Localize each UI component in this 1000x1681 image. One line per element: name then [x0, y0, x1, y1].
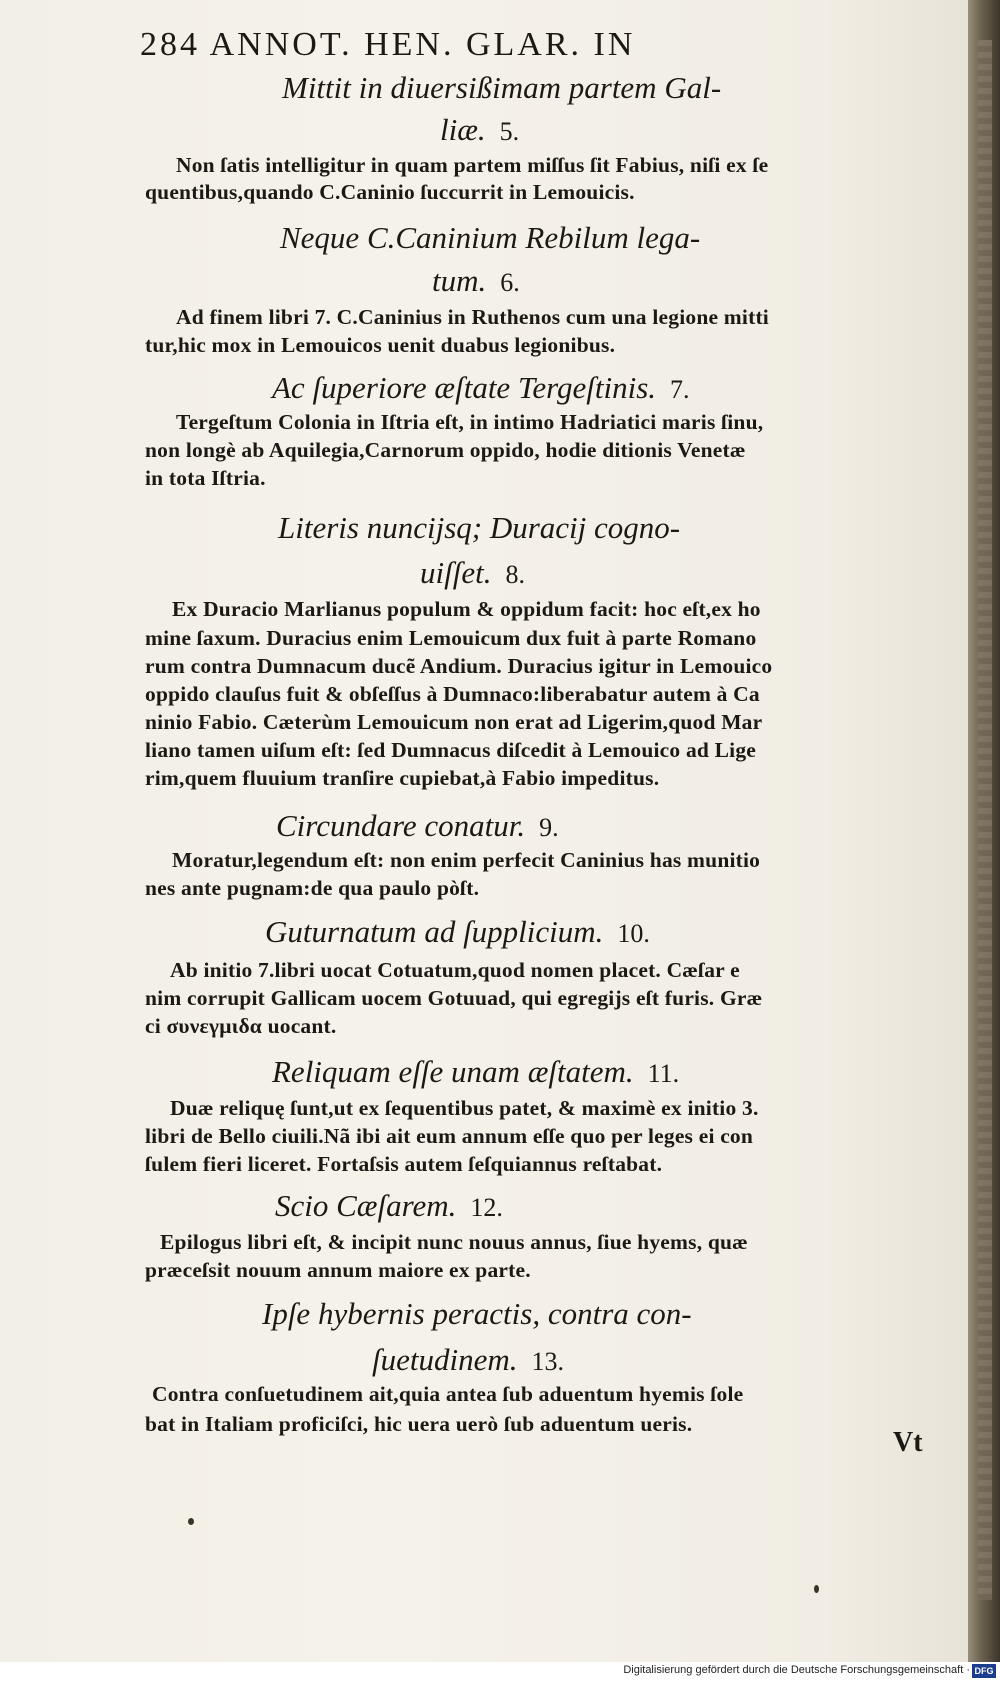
footer-credit: Digitalisierung gefördert durch die Deutsche Forschungsgemeinschaft ·: [623, 1664, 970, 1676]
section-heading: Reliquam eſſe unam æſtatem. 11.: [272, 1054, 680, 1089]
section-heading: Mittit in diuersißimam partem Gal-: [282, 70, 722, 105]
section-number: 5.: [499, 117, 520, 146]
section-heading: Literis nuncijsq; Duracij cogno-: [278, 510, 681, 545]
text-line: in tota Iſtria.: [145, 466, 266, 490]
text-line: bat in Italiam proficiſci, hic uera uerò ſub aduentum ueris.: [145, 1412, 693, 1436]
section-heading: Guturnatum ad ſupplicium. 10.: [265, 914, 650, 949]
text-line: tur,hic mox in Lemouicos uenit duabus legionibus.: [145, 333, 616, 357]
ink-speck: [188, 1518, 194, 1525]
text-line: præceſsit nouum annum maiore ex parte.: [145, 1258, 531, 1282]
section-number: 8.: [505, 560, 525, 589]
text-line: mine ſaxum. Duracius enim Lemouicum dux fuit à parte Romano: [145, 626, 757, 650]
text-line: Ab initio 7.libri uocat Cotuatum,quod nomen placet. Cæſar e: [170, 958, 740, 982]
text-line: non longè ab Aquilegia,Carnorum oppido, hodie ditionis Venetæ: [145, 438, 746, 462]
text-line: Epilogus libri eſt, & incipit nunc nouus annus, ſiue hyems, quæ: [160, 1230, 748, 1254]
binding-edge: [978, 40, 992, 1600]
text-line: ci συνεγμιδα uocant.: [145, 1014, 337, 1038]
text-line: Tergeſtum Colonia in Iſtria eſt, in intimo Hadriatici maris ſinu,: [176, 410, 764, 434]
section-number: 10.: [617, 919, 650, 948]
section-heading: Ipſe hybernis peractis, contra con-: [262, 1296, 692, 1331]
section-number: 9.: [539, 813, 559, 842]
text-line: Non ſatis intelligitur in quam partem miſſus ſit Fabius, niſi ex ſe: [176, 153, 769, 177]
text-line: nes ante pugnam:de qua paulo pòſt.: [145, 876, 480, 900]
section-heading: tum. 6.: [432, 263, 520, 298]
section-heading: ſuetudinem. 13.: [372, 1342, 564, 1377]
section-heading: Circundare conatur. 9.: [276, 808, 559, 843]
section-number: 12.: [470, 1193, 503, 1222]
text-line: rum contra Dumnacum ducẽ Andium. Duracius igitur in Lemouico: [145, 654, 773, 678]
text-line: Ad finem libri 7. C.Caninius in Ruthenos cum una legione mitti: [176, 305, 769, 329]
text-line: ſulem fieri liceret. Fortaſsis autem ſeſquiannus reſtabat.: [145, 1152, 663, 1176]
catchword: Vt: [893, 1427, 923, 1458]
section-number: 6.: [500, 268, 520, 297]
section-heading: Scio Cæſarem. 12.: [275, 1188, 503, 1223]
dfg-logo-icon: DFG: [972, 1664, 996, 1678]
text-line: Ex Duracio Marlianus populum & oppidum facit: hoc eſt,ex ho: [172, 597, 761, 621]
text-line: oppido clauſus fuit & obſeſſus à Dumnaco:liberabatur autem à Ca: [145, 682, 760, 706]
section-heading: uiſſet. 8.: [420, 555, 525, 590]
text-line: quentibus,quando C.Caninio ſuccurrit in Lemouicis.: [145, 180, 635, 204]
text-line: ninio Fabio. Cæterùm Lemouicum non erat ad Ligerim,quod Mar: [145, 710, 763, 734]
text-line: libri de Bello ciuili.Nã ibi ait eum annum eſſe quo per leges ei con: [145, 1124, 754, 1148]
text-line: nim corrupit Gallicam uocem Gotuuad, qui egregijs eſt furis. Græ: [145, 986, 763, 1010]
section-heading: liæ. 5.: [440, 112, 520, 147]
section-number: 7.: [670, 375, 690, 404]
text-line: Contra conſuetudinem ait,quia antea ſub aduentum hyemis ſole: [152, 1382, 744, 1406]
section-heading: Neque C.Caninium Rebilum lega-: [280, 220, 701, 255]
section-heading: Ac ſuperiore æſtate Tergeſtinis. 7.: [272, 370, 690, 405]
text-line: liano tamen uiſum eſt: ſed Dumnacus diſcedit à Lemouico ad Lige: [145, 738, 757, 762]
section-number: 11.: [647, 1059, 680, 1088]
ink-speck: [814, 1585, 819, 1593]
section-number: 13.: [531, 1347, 564, 1376]
text-line: rim,quem fluuium tranſire cupiebat,à Fabio impeditus.: [145, 766, 660, 790]
running-head: 284 ANNOT. HEN. GLAR. IN: [140, 26, 636, 63]
text-line: Moratur,legendum eſt: non enim perfecit Caninius has munitio: [172, 848, 761, 872]
text-line: Duæ reliquę ſunt,ut ex ſequentibus patet, & maximè ex initio 3.: [170, 1096, 759, 1120]
